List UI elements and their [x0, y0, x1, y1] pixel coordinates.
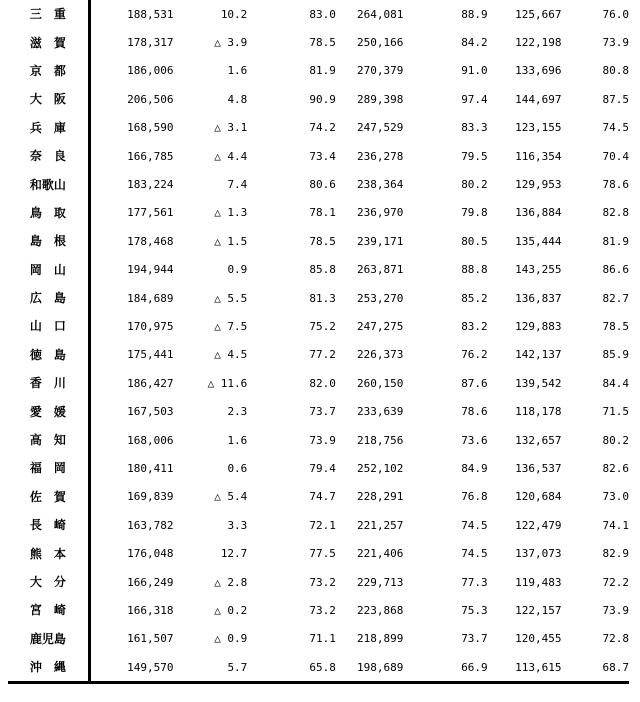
value-cell-c3: 75.2	[309, 319, 336, 333]
value-cell-c3: 81.9	[309, 64, 336, 78]
table-row	[8, 114, 629, 142]
prefecture-statistics-table	[8, 0, 629, 684]
value-cell-c6: 142,137	[515, 348, 562, 362]
value-cell-c5: 77.3	[461, 575, 488, 589]
value-cell-c4: 233,639	[356, 405, 404, 419]
value-cell-c1: 178,468	[127, 234, 174, 248]
value-cell-c4: 247,529	[356, 121, 404, 135]
value-cell-c1: 178,317	[127, 36, 174, 50]
value-cell-c3: 73.4	[309, 149, 336, 163]
value-cell-c5: 88.9	[461, 7, 488, 21]
value-cell-c7: 87.5	[602, 92, 629, 106]
value-cell-c3: 74.2	[309, 121, 336, 135]
value-cell-c6: 119,483	[515, 575, 562, 589]
value-cell-c6: 122,479	[515, 518, 562, 532]
value-cell-c7: 85.9	[602, 348, 629, 362]
value-cell-c3: 82.0	[309, 376, 336, 390]
table-row	[8, 199, 629, 227]
value-cell-c6: 113,615	[488, 653, 562, 683]
prefecture-name: 沖 縄	[8, 653, 89, 683]
value-cell-c5: 84.2	[461, 36, 488, 50]
value-cell-c6: 120,455	[515, 632, 562, 646]
table-row	[8, 397, 629, 425]
value-cell-c2: △ 3.1	[214, 121, 248, 135]
value-cell-c1: 170,975	[127, 319, 174, 333]
prefecture-name: 滋 賀	[8, 28, 89, 56]
value-cell-c5: 91.0	[461, 64, 488, 78]
value-cell-c6: 129,953	[515, 178, 562, 192]
value-cell-c2: △ 4.5	[214, 348, 248, 362]
value-cell-c1: 177,561	[127, 206, 174, 220]
value-cell-c2: 0.6	[227, 461, 248, 475]
value-cell-c7: 78.6	[602, 178, 629, 192]
value-cell-c3: 90.9	[309, 92, 336, 106]
value-cell-c5: 76.8	[461, 490, 488, 504]
value-cell-c4: 239,171	[356, 234, 404, 248]
value-cell-c6: 137,073	[515, 547, 562, 561]
value-cell-c2: △ 4.4	[214, 149, 248, 163]
prefecture-name: 鹿児島	[8, 625, 89, 653]
value-cell-c4: 260,150	[356, 376, 404, 390]
value-cell-c1: 206,506	[127, 92, 174, 106]
value-cell-c6: 136,537	[515, 461, 562, 475]
value-cell-c7: 81.9	[602, 234, 629, 248]
value-cell-c7: 86.6	[602, 263, 629, 277]
prefecture-name: 長 崎	[8, 511, 89, 539]
table-row	[8, 28, 629, 56]
prefecture-name: 愛 媛	[8, 397, 89, 425]
table-row	[8, 653, 629, 683]
value-cell-c1: 194,944	[127, 263, 174, 277]
value-cell-c7: 73.9	[602, 36, 629, 50]
value-cell-c1: 163,782	[127, 518, 174, 532]
value-cell-c7: 72.2	[602, 575, 629, 589]
value-cell-c5: 66.9	[403, 653, 487, 683]
value-cell-c4: 218,899	[356, 632, 404, 646]
value-cell-c6: 125,667	[515, 7, 562, 21]
table-row	[8, 568, 629, 596]
value-cell-c7: 71.5	[602, 405, 629, 419]
value-cell-c2: △ 3.9	[214, 36, 248, 50]
value-cell-c5: 73.6	[461, 433, 488, 447]
value-cell-c1: 169,839	[127, 490, 174, 504]
value-cell-c7: 72.8	[602, 632, 629, 646]
value-cell-c3: 72.1	[309, 518, 336, 532]
value-cell-c7: 73.9	[602, 603, 629, 617]
value-cell-c5: 74.5	[461, 518, 488, 532]
value-cell-c1: 166,785	[127, 149, 174, 163]
prefecture-name: 島 根	[8, 227, 89, 255]
value-cell-c3: 79.4	[309, 461, 336, 475]
value-cell-c3: 73.2	[309, 575, 336, 589]
value-cell-c7: 82.9	[602, 547, 629, 561]
prefecture-name: 和歌山	[8, 170, 89, 198]
value-cell-c1: 166,249	[127, 575, 174, 589]
value-cell-c4: 247,275	[356, 319, 404, 333]
value-cell-c5: 97.4	[461, 92, 488, 106]
prefecture-name: 岡 山	[8, 256, 89, 284]
table-row	[8, 142, 629, 170]
table-row	[8, 483, 629, 511]
value-cell-c3: 73.7	[309, 405, 336, 419]
value-cell-c7: 84.4	[602, 376, 629, 390]
value-cell-c3: 74.7	[309, 490, 336, 504]
table-row	[8, 312, 629, 340]
value-cell-c6: 133,696	[515, 64, 562, 78]
value-cell-c5: 79.5	[461, 149, 488, 163]
value-cell-c4: 223,868	[356, 603, 404, 617]
table-row	[8, 57, 629, 85]
prefecture-name: 佐 賀	[8, 483, 89, 511]
value-cell-c7: 70.4	[602, 149, 629, 163]
value-cell-c6: 143,255	[515, 263, 562, 277]
value-cell-c7: 80.2	[602, 433, 629, 447]
value-cell-c5: 73.7	[461, 632, 488, 646]
value-cell-c7: 76.0	[602, 7, 629, 21]
table-row	[8, 341, 629, 369]
value-cell-c7: 80.8	[602, 64, 629, 78]
value-cell-c6: 136,884	[515, 206, 562, 220]
value-cell-c3: 77.2	[309, 348, 336, 362]
value-cell-c6: 139,542	[515, 376, 562, 390]
value-cell-c1: 167,503	[127, 405, 174, 419]
value-cell-c6: 118,178	[515, 405, 562, 419]
table-row	[8, 256, 629, 284]
value-cell-c4: 229,713	[356, 575, 404, 589]
value-cell-c7: 74.1	[602, 518, 629, 532]
prefecture-name: 山 口	[8, 312, 89, 340]
value-cell-c3: 65.8	[247, 653, 336, 683]
table-row	[8, 0, 629, 28]
value-cell-c5: 84.9	[461, 461, 488, 475]
value-cell-c4: 221,257	[356, 518, 404, 532]
value-cell-c3: 73.2	[309, 603, 336, 617]
value-cell-c5: 80.5	[461, 234, 488, 248]
value-cell-c4: 264,081	[356, 7, 404, 21]
value-cell-c2: 1.6	[227, 64, 248, 78]
table-row	[8, 85, 629, 113]
value-cell-c4: 263,871	[356, 263, 404, 277]
value-cell-c6: 129,883	[515, 319, 562, 333]
value-cell-c5: 75.3	[461, 603, 488, 617]
prefecture-name: 香 川	[8, 369, 89, 397]
value-cell-c4: 226,373	[356, 348, 404, 362]
value-cell-c2: 1.6	[227, 433, 248, 447]
prefecture-name: 高 知	[8, 426, 89, 454]
prefecture-name: 大 阪	[8, 85, 89, 113]
value-cell-c2: △ 2.8	[214, 575, 248, 589]
statistics-table-container	[8, 0, 629, 684]
value-cell-c4: 236,278	[356, 149, 404, 163]
value-cell-c2: △ 5.5	[214, 291, 248, 305]
value-cell-c2: △ 7.5	[214, 319, 248, 333]
value-cell-c4: 252,102	[356, 461, 404, 475]
value-cell-c4: 238,364	[356, 178, 404, 192]
value-cell-c4: 253,270	[356, 291, 404, 305]
value-cell-c6: 116,354	[515, 149, 562, 163]
value-cell-c4: 270,379	[356, 64, 404, 78]
value-cell-c6: 135,444	[515, 234, 562, 248]
value-cell-c7: 78.5	[602, 319, 629, 333]
value-cell-c2: 10.2	[220, 7, 248, 21]
value-cell-c3: 71.1	[309, 632, 336, 646]
value-cell-c4: 218,756	[356, 433, 404, 447]
value-cell-c5: 79.8	[461, 206, 488, 220]
value-cell-c6: 136,837	[515, 291, 562, 305]
table-row	[8, 369, 629, 397]
value-cell-c5: 83.2	[461, 319, 488, 333]
value-cell-c7: 82.6	[602, 461, 629, 475]
value-cell-c1: 149,570	[89, 653, 173, 683]
table-row	[8, 625, 629, 653]
value-cell-c2: △ 0.9	[214, 632, 248, 646]
table-body	[8, 0, 629, 683]
value-cell-c4: 236,970	[356, 206, 404, 220]
value-cell-c1: 186,427	[127, 376, 174, 390]
value-cell-c2: 5.7	[174, 653, 248, 683]
value-cell-c7: 82.8	[602, 206, 629, 220]
value-cell-c2: △ 11.6	[207, 376, 248, 390]
value-cell-c6: 120,684	[515, 490, 562, 504]
value-cell-c5: 83.3	[461, 121, 488, 135]
prefecture-name: 京 都	[8, 57, 89, 85]
prefecture-name: 徳 島	[8, 341, 89, 369]
value-cell-c2: △ 5.4	[214, 490, 248, 504]
value-cell-c4: 228,291	[356, 490, 404, 504]
prefecture-name: 鳥 取	[8, 199, 89, 227]
table-row	[8, 227, 629, 255]
prefecture-name: 奈 良	[8, 142, 89, 170]
value-cell-c3: 73.9	[309, 433, 336, 447]
table-row	[8, 454, 629, 482]
value-cell-c5: 87.6	[461, 376, 488, 390]
value-cell-c6: 132,657	[515, 433, 562, 447]
value-cell-c3: 80.6	[309, 178, 336, 192]
value-cell-c3: 78.5	[309, 234, 336, 248]
prefecture-name: 熊 本	[8, 539, 89, 567]
value-cell-c5: 88.8	[461, 263, 488, 277]
table-row	[8, 170, 629, 198]
prefecture-name: 宮 崎	[8, 596, 89, 624]
value-cell-c7: 68.7	[561, 653, 629, 683]
value-cell-c3: 85.8	[309, 263, 336, 277]
value-cell-c3: 78.5	[309, 36, 336, 50]
table-row	[8, 426, 629, 454]
value-cell-c6: 122,198	[515, 36, 562, 50]
value-cell-c1: 161,507	[127, 632, 174, 646]
value-cell-c5: 85.2	[461, 291, 488, 305]
prefecture-name: 福 岡	[8, 454, 89, 482]
value-cell-c5: 76.2	[461, 348, 488, 362]
value-cell-c1: 166,318	[127, 603, 174, 617]
value-cell-c1: 186,006	[127, 64, 174, 78]
value-cell-c2: 7.4	[227, 178, 248, 192]
value-cell-c3: 77.5	[309, 547, 336, 561]
value-cell-c1: 180,411	[127, 461, 174, 475]
value-cell-c5: 78.6	[461, 405, 488, 419]
value-cell-c4: 198,689	[336, 653, 403, 683]
value-cell-c3: 81.3	[309, 291, 336, 305]
value-cell-c3: 83.0	[309, 7, 336, 21]
prefecture-name: 三 重	[8, 0, 89, 28]
value-cell-c7: 82.7	[602, 291, 629, 305]
value-cell-c2: 3.3	[227, 518, 248, 532]
table-row	[8, 284, 629, 312]
value-cell-c2: 0.9	[227, 263, 248, 277]
value-cell-c7: 73.0	[602, 490, 629, 504]
prefecture-name: 兵 庫	[8, 114, 89, 142]
value-cell-c1: 176,048	[127, 547, 174, 561]
prefecture-name: 大 分	[8, 568, 89, 596]
value-cell-c1: 168,006	[127, 433, 174, 447]
value-cell-c1: 188,531	[127, 7, 174, 21]
value-cell-c5: 80.2	[461, 178, 488, 192]
value-cell-c2: 2.3	[227, 405, 248, 419]
value-cell-c2: △ 0.2	[214, 603, 248, 617]
value-cell-c5: 74.5	[461, 547, 488, 561]
value-cell-c2: 12.7	[220, 547, 248, 561]
table-row	[8, 596, 629, 624]
table-row	[8, 511, 629, 539]
value-cell-c7: 74.5	[602, 121, 629, 135]
value-cell-c6: 122,157	[515, 603, 562, 617]
table-row	[8, 539, 629, 567]
value-cell-c1: 183,224	[127, 178, 174, 192]
value-cell-c4: 250,166	[356, 36, 404, 50]
value-cell-c4: 289,398	[356, 92, 404, 106]
value-cell-c2: △ 1.3	[214, 206, 248, 220]
value-cell-c4: 221,406	[356, 547, 404, 561]
value-cell-c2: △ 1.5	[214, 234, 248, 248]
value-cell-c3: 78.1	[309, 206, 336, 220]
value-cell-c2: 4.8	[227, 92, 248, 106]
prefecture-name: 広 島	[8, 284, 89, 312]
value-cell-c6: 144,697	[515, 92, 562, 106]
value-cell-c1: 168,590	[127, 121, 174, 135]
value-cell-c1: 175,441	[127, 348, 174, 362]
value-cell-c1: 184,689	[127, 291, 174, 305]
value-cell-c6: 123,155	[515, 121, 562, 135]
